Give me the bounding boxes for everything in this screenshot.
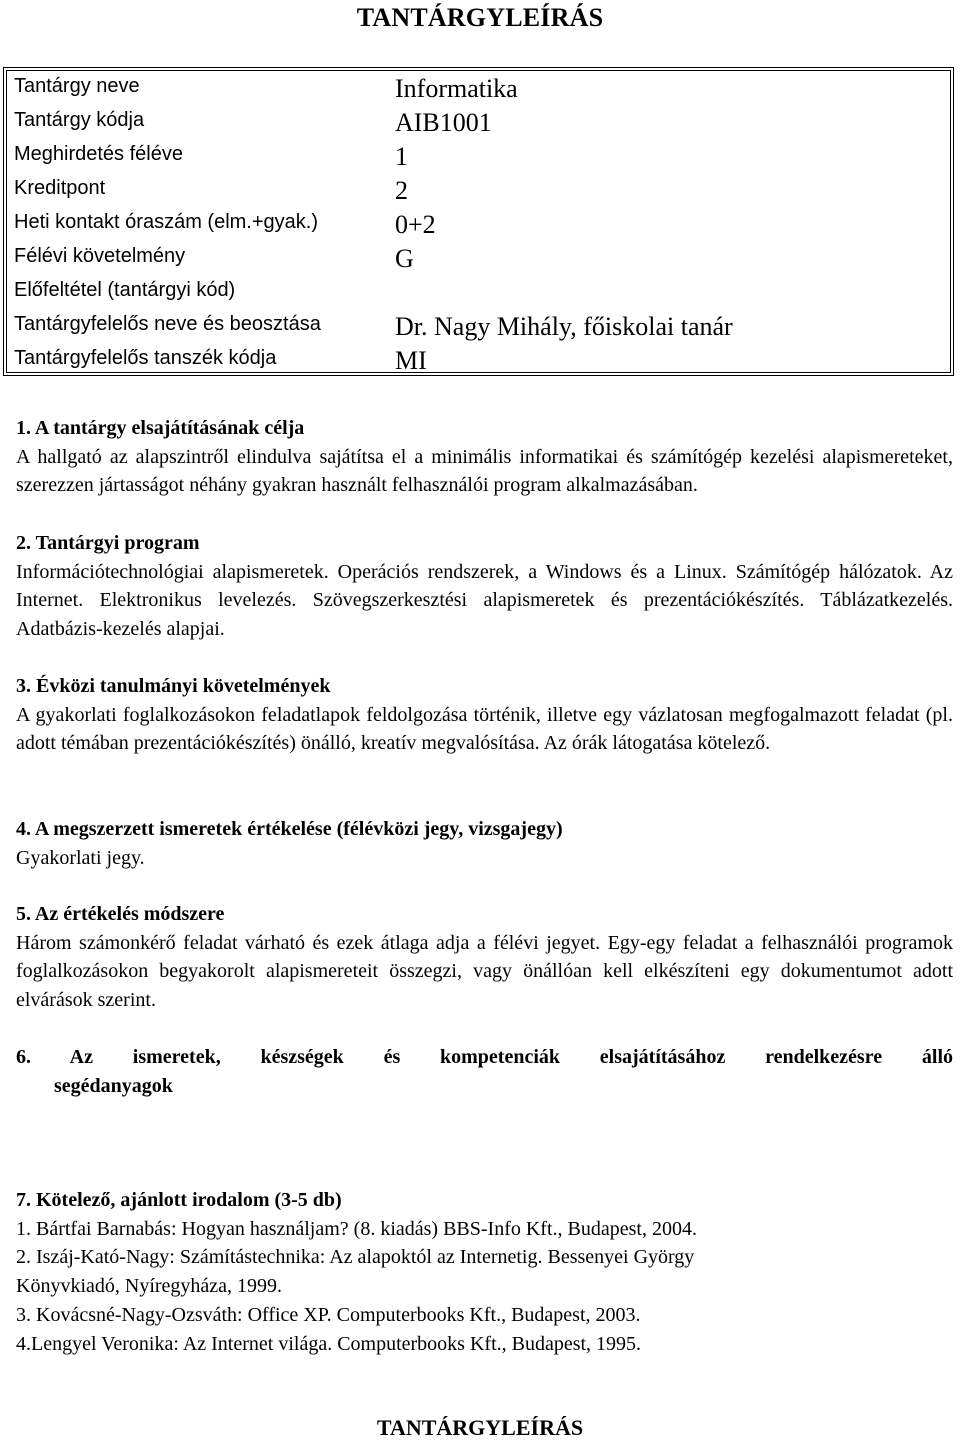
info-value: MI	[395, 346, 427, 375]
section-heading: 7. Kötelező, ajánlott irodalom (3-5 db)	[16, 1189, 342, 1211]
section-heading: 3. Évközi tanulmányi követelmények	[16, 675, 331, 697]
section-heading: 6. Az ismeretek, készségek és kompetenciák elsajátításához rendelkezésre álló	[16, 1046, 953, 1068]
section-2	[16, 529, 953, 644]
info-row-department	[7, 345, 950, 379]
section-text: Gyakorlati jegy.	[16, 846, 145, 869]
section-4	[16, 815, 953, 872]
next-page-title: TANTÁRGYLEÍRÁS	[376, 1415, 584, 1440]
info-row-responsible	[7, 311, 950, 345]
section-heading: 4. A megszerzett ismeretek értékelése (félévközi jegy, vizsgajegy)	[16, 818, 563, 840]
info-value: 1	[395, 142, 408, 171]
reference-item: 2. Iszáj-Kató-Nagy: Számítástechnika: Az alapoktól az Internetig. Bessenyei György	[16, 1246, 695, 1269]
info-value: Informatika	[395, 74, 518, 103]
info-label: Tantárgyfelelős tanszék kódja	[14, 347, 277, 369]
reference-item: 4.Lengyel Veronika: Az Internet világa. Computerbooks Kft., Budapest, 1995.	[16, 1332, 642, 1355]
reference-item: 1. Bártfai Barnabás: Hogyan használjam? (8. kiadás) BBS-Info Kft., Budapest, 2004.	[16, 1217, 697, 1240]
reference-item: Könyvkiadó, Nyíregyháza, 1999.	[16, 1275, 283, 1298]
section-6	[16, 1043, 953, 1100]
info-row-weekly-hours	[7, 209, 950, 243]
info-value: AIB1001	[395, 108, 492, 137]
course-info-table	[3, 67, 954, 376]
section-5	[16, 900, 953, 1015]
section-text: A gyakorlati foglalkozásokon feladatlapok feldolgozása történik, illetve egy vázlatosan megfogalmazott feladat (pl. adott témában prezentációkészítés) önálló, kreatív megvalósítása. Az órák látogatása kötelező.	[16, 703, 953, 755]
info-label: Kreditpont	[14, 177, 106, 199]
section-text: Három számonkérő feladat várható és ezek átlaga adja a félévi jegyet. Egy-egy feladat a felhasználói programok foglalkozásokon begyakorolt alapismereteit összegzi, vagy önállóan kell elkészíteni egy dokumentumot adott elvárások szerint.	[16, 931, 953, 1012]
section-heading: 1. A tantárgy elsajátításának célja	[16, 417, 305, 439]
info-label: Előfeltétel (tantárgyi kód)	[14, 279, 236, 301]
info-label: Tantárgy neve	[14, 75, 140, 97]
section-heading: 5. Az értékelés módszere	[16, 903, 225, 925]
document-title: TANTÁRGYLEÍRÁS	[356, 3, 604, 32]
section-3	[16, 672, 953, 758]
reference-item: 3. Kovácsné-Nagy-Ozsváth: Office XP. Computerbooks Kft., Budapest, 2003.	[16, 1303, 641, 1326]
info-label: Tantárgy kódja	[14, 109, 145, 131]
info-value: 2	[395, 176, 408, 205]
info-row-requirement	[7, 243, 950, 277]
info-row-credits	[7, 175, 950, 209]
info-row-course-code	[7, 107, 950, 141]
section-heading-continued: segédanyagok	[54, 1074, 173, 1097]
section-1	[16, 414, 953, 500]
section-7	[16, 1186, 953, 1358]
info-label: Heti kontakt óraszám (elm.+gyak.)	[14, 211, 318, 233]
info-row-course-name	[7, 73, 950, 107]
info-row-semester	[7, 141, 950, 175]
info-value: 0+2	[395, 210, 436, 239]
info-value: G	[395, 244, 414, 273]
info-label: Meghirdetés féléve	[14, 143, 183, 165]
info-row-prerequisite	[7, 277, 950, 311]
section-text: Információtechnológiai alapismeretek. Operációs rendszerek, a Windows és a Linux. Számítógép hálózatok. Az Internet. Elektronikus levelezés. Szövegszerkesztési alapismeretek és prezentációkészítés. Táblázatkezelés. Adatbázis-kezelés alapjai.	[16, 560, 953, 641]
info-label: Félévi követelmény	[14, 245, 186, 267]
section-text: A hallgató az alapszintről elindulva sajátítsa el a minimális informatikai és számítógép kezelési alapismereteket, szerezzen jártasságot néhány gyakran használt felhasználói program alkalmazásában.	[16, 445, 953, 497]
section-heading: 2. Tantárgyi program	[16, 532, 200, 554]
info-label: Tantárgyfelelős neve és beosztása	[14, 313, 321, 335]
info-value: Dr. Nagy Mihály, főiskolai tanár	[395, 312, 733, 341]
